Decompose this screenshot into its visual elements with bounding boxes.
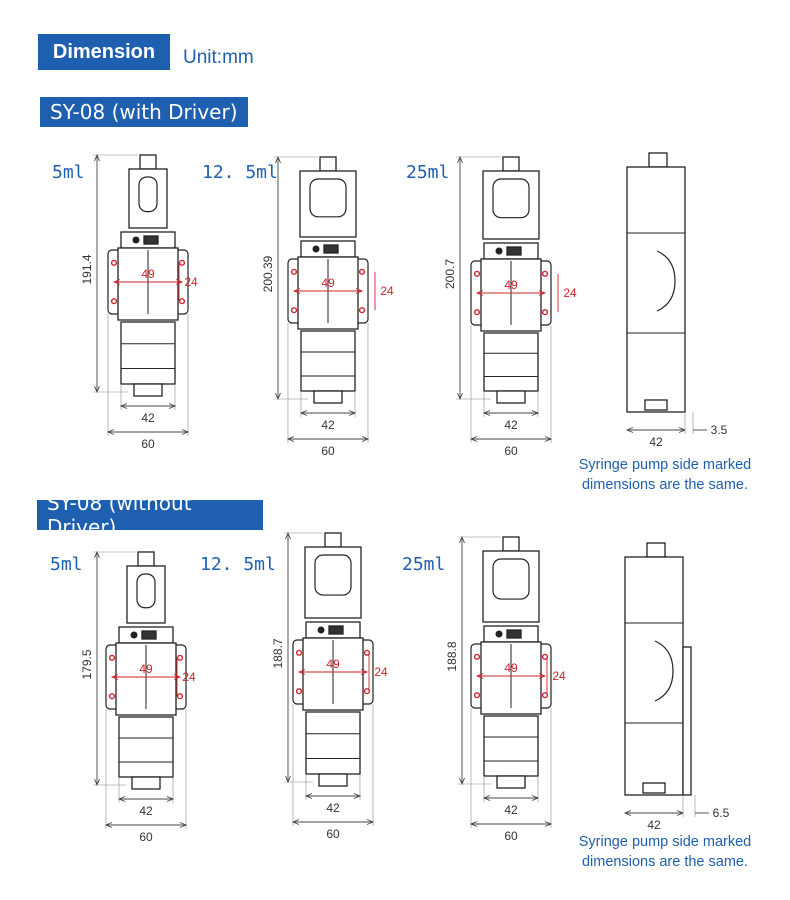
overall-height-label: 188.8: [445, 641, 459, 672]
volume-label: 25ml: [402, 554, 446, 575]
plunger-cap: [325, 533, 341, 547]
outer-width-label: 60: [321, 444, 335, 458]
dimension-header: Dimension: [38, 34, 170, 70]
side-connector: [645, 400, 667, 410]
motor-body: [119, 717, 173, 777]
motor-body: [484, 333, 538, 391]
hole-vertical-label: 24: [374, 665, 388, 679]
side-note-line2: dimensions are the same.: [581, 477, 749, 493]
valve-logo-icon: [131, 632, 138, 639]
side-note-line2: dimensions are the same.: [581, 854, 749, 870]
pump-front-view-1-1: [200, 533, 388, 841]
pump-front-view-0-0: [52, 155, 198, 451]
valve-label: [324, 245, 338, 253]
valve-logo-icon: [496, 631, 503, 638]
overall-height-label: 191.4: [80, 254, 94, 285]
unit-label: Unit:mm: [183, 47, 254, 68]
motor-body: [306, 712, 360, 774]
section-title-without-driver: SY-08 (without Driver): [37, 500, 263, 530]
inner-width-label: 42: [139, 804, 153, 818]
valve-logo-icon: [318, 627, 325, 634]
valve-label: [507, 630, 521, 638]
hole-spacing-label: 49: [141, 267, 155, 281]
hole-spacing-label: 49: [321, 276, 335, 290]
hole-vertical-label: 24: [380, 284, 394, 298]
plunger-cap: [138, 552, 154, 566]
valve-label: [144, 236, 158, 244]
side-note-without-driver: [570, 832, 760, 872]
outer-width-label: 60: [139, 830, 153, 844]
plunger-cap: [320, 157, 336, 171]
syringe-body: [300, 171, 356, 237]
section-title-with-driver: SY-08 (with Driver): [40, 97, 248, 127]
motor-body: [484, 716, 538, 776]
side-offset-label: 6.5: [712, 806, 730, 820]
overall-height-label: 188.7: [271, 638, 285, 669]
side-connector: [643, 783, 665, 793]
motor-body: [301, 331, 355, 391]
hole-vertical-label: 24: [184, 275, 198, 289]
outer-width-label: 60: [504, 829, 518, 843]
inner-width-label: 42: [141, 411, 155, 425]
connector: [134, 384, 162, 396]
inner-width-label: 42: [504, 803, 518, 817]
connector: [319, 774, 347, 786]
plunger-cap: [503, 537, 519, 551]
pump-front-view-1-0: [50, 552, 196, 844]
side-body: [627, 167, 685, 412]
volume-label: 12. 5ml: [202, 162, 278, 183]
outer-width-label: 60: [326, 827, 340, 841]
side-note-line1: Syringe pump side marked: [578, 457, 752, 473]
overall-height-label: 200.7: [443, 258, 457, 290]
side-note-with-driver: [570, 455, 760, 495]
volume-label: 5ml: [50, 554, 83, 575]
pump-side-view-1: [625, 543, 730, 832]
syringe-body: [483, 171, 539, 239]
pump-front-view-1-2: [402, 537, 566, 843]
hole-spacing-label: 49: [504, 661, 518, 675]
outer-width-label: 60: [504, 444, 518, 458]
valve-label: [329, 626, 343, 634]
hole-spacing-label: 49: [326, 657, 340, 671]
volume-label: 5ml: [52, 162, 85, 183]
outer-width-label: 60: [141, 437, 155, 451]
inner-width-label: 42: [504, 418, 518, 432]
overall-height-label: 200.39: [261, 255, 275, 293]
hole-spacing-label: 49: [139, 662, 153, 676]
hole-vertical-label: 24: [182, 670, 196, 684]
side-plate: [683, 647, 691, 795]
hole-vertical-label: 24: [552, 669, 566, 683]
syringe-body: [129, 169, 167, 228]
side-offset-label: 3.5: [710, 423, 728, 437]
motor-body: [121, 322, 175, 384]
volume-label: 25ml: [406, 162, 450, 183]
plunger-cap: [140, 155, 156, 169]
valve-logo-icon: [313, 246, 320, 253]
valve-label: [142, 631, 156, 639]
syringe-body: [305, 547, 361, 618]
pump-front-view-0-1: [202, 157, 394, 458]
connector: [497, 776, 525, 788]
inner-width-label: 42: [321, 418, 335, 432]
valve-logo-icon: [496, 248, 503, 255]
inner-width-label: 42: [326, 801, 340, 815]
plunger-cap: [649, 153, 667, 167]
valve-logo-icon: [133, 237, 140, 244]
side-inner-label: 42: [649, 435, 663, 449]
syringe-body: [483, 551, 539, 622]
side-inner-label: 42: [647, 818, 661, 832]
plunger-cap: [503, 157, 519, 171]
pump-front-view-0-2: [406, 157, 577, 458]
hole-vertical-label: 24: [563, 286, 577, 300]
plunger-cap: [647, 543, 665, 557]
hole-spacing-label: 49: [504, 278, 518, 292]
valve-label: [507, 247, 521, 255]
pump-side-view-0: [627, 153, 728, 449]
connector: [497, 391, 525, 403]
volume-label: 12. 5ml: [200, 554, 276, 575]
connector: [314, 391, 342, 403]
side-note-line1: Syringe pump side marked: [578, 834, 752, 850]
side-body: [625, 557, 683, 795]
overall-height-label: 179.5: [80, 649, 94, 680]
connector: [132, 777, 160, 789]
